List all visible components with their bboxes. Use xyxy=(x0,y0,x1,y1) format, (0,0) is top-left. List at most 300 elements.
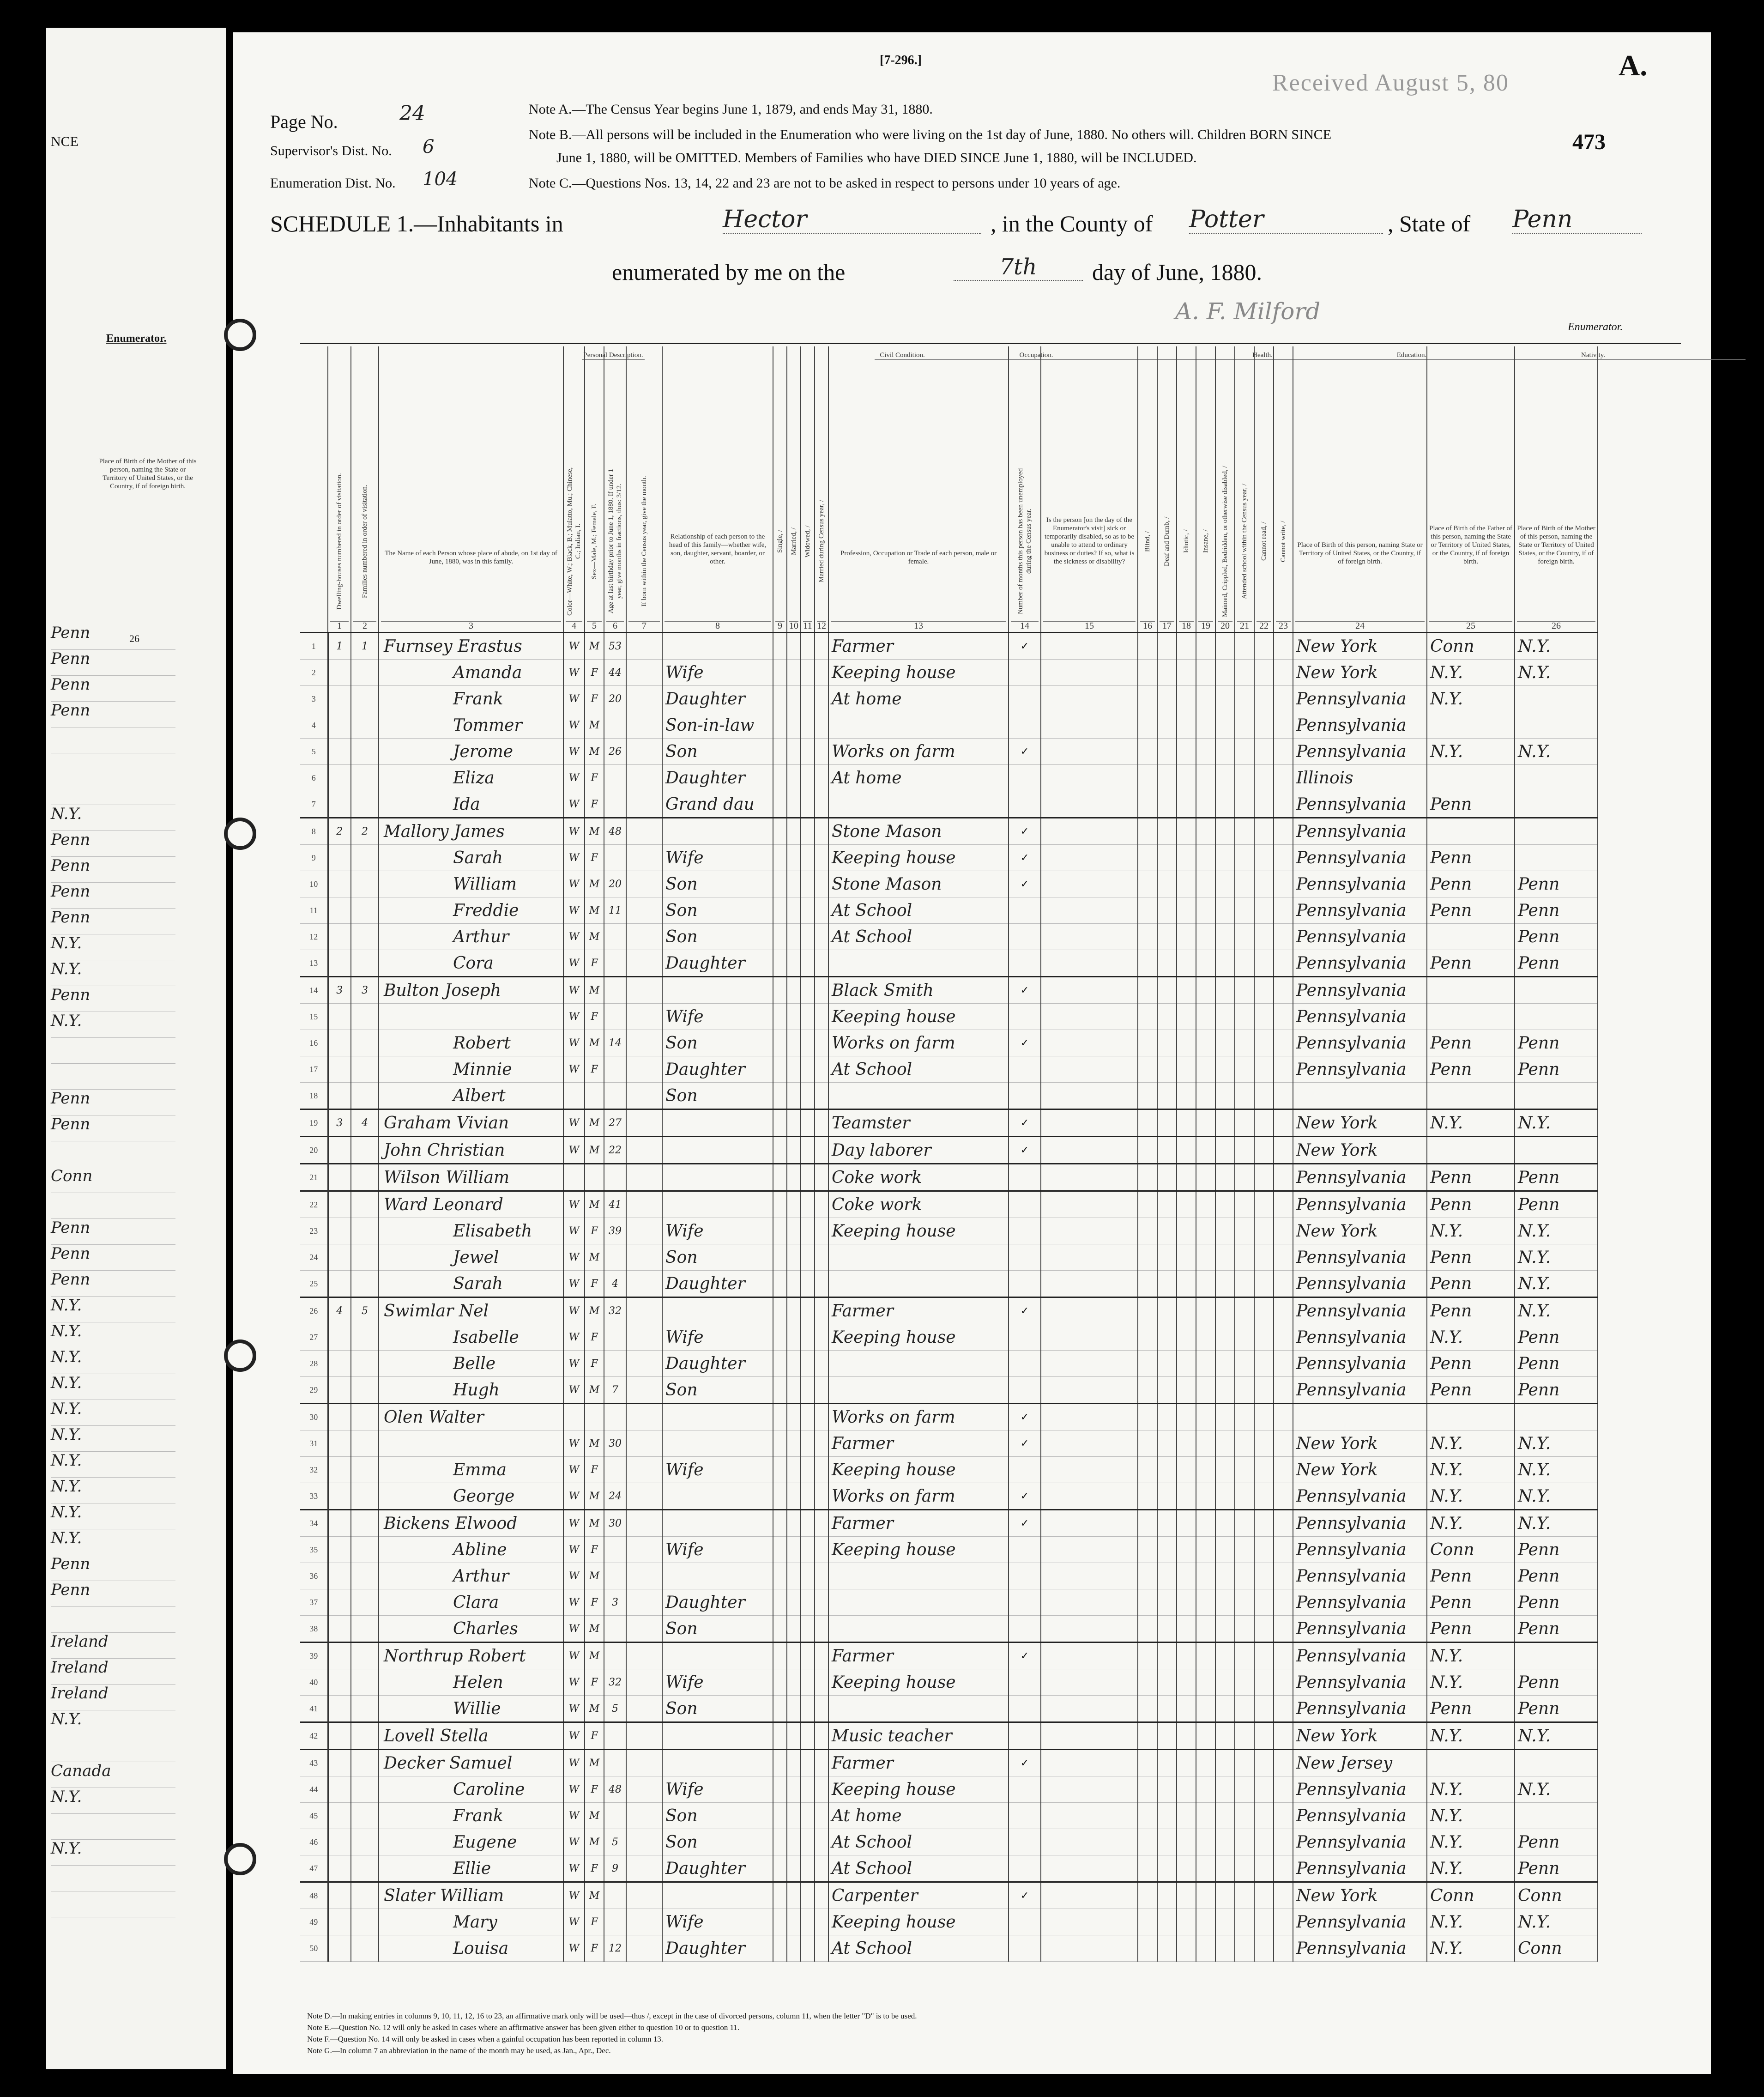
column-heading-b24: Place of Birth of this person, naming State or Territory of United States, or the Country, if of foreign birth. xyxy=(1297,541,1423,565)
cell-rel: Son xyxy=(662,871,773,897)
enumeration-dist-label: Enumeration Dist. No. xyxy=(270,176,396,191)
cell-empty xyxy=(1274,712,1293,739)
cell-b24: New York xyxy=(1293,660,1427,686)
cell-empty xyxy=(1215,1191,1235,1218)
cell-s: M xyxy=(585,1109,604,1137)
cell-d xyxy=(328,871,351,897)
cell-c: W xyxy=(563,1616,585,1642)
cell-name: William xyxy=(379,871,563,897)
cell-name: Louisa xyxy=(379,1935,563,1962)
cell-empty xyxy=(1235,1109,1254,1137)
cell-empty xyxy=(801,1696,815,1722)
cell-c xyxy=(563,1083,585,1109)
cell-empty xyxy=(815,977,828,1004)
cell-f xyxy=(351,1803,379,1829)
cell-empty xyxy=(801,1430,815,1457)
left-page-row: Canada xyxy=(51,1762,175,1788)
cell-occ: At home xyxy=(828,1803,1009,1829)
cell-empty xyxy=(1235,765,1254,791)
left-page-row: N.Y. xyxy=(51,1503,175,1529)
cell-empty xyxy=(801,1377,815,1404)
cell-empty xyxy=(1041,1351,1138,1377)
column-number: 19 xyxy=(1198,621,1213,630)
cell-a xyxy=(604,1404,626,1430)
cell-empty xyxy=(1177,1563,1196,1589)
cell-rel: Son xyxy=(662,1696,773,1722)
cell-empty xyxy=(626,1430,662,1457)
cell-sick: ✓ xyxy=(1009,1510,1041,1537)
cell-name: Lovell Stella xyxy=(379,1722,563,1750)
cell-empty xyxy=(787,633,801,660)
cell-rel xyxy=(662,1137,773,1164)
cell-empty xyxy=(1196,1537,1215,1563)
cell-empty xyxy=(1177,1271,1196,1297)
cell-empty xyxy=(801,1589,815,1616)
cell-b24: Pennsylvania xyxy=(1293,1244,1427,1271)
cell-empty xyxy=(1254,1829,1274,1855)
cell-empty xyxy=(1157,1218,1177,1244)
cell-empty xyxy=(773,633,787,660)
cell-empty xyxy=(773,1297,787,1324)
cell-f xyxy=(351,765,379,791)
column-number: 17 xyxy=(1160,621,1174,630)
cell-empty xyxy=(1254,765,1274,791)
cell-rel xyxy=(662,1483,773,1510)
cell-empty xyxy=(626,1004,662,1030)
cell-sick xyxy=(1009,1537,1041,1563)
cell-c: W xyxy=(563,1137,585,1164)
left-page-column-heading: Place of Birth of the Mother of this person, naming the State or Territory of United States, or the Country, if of foreign birth. xyxy=(99,458,197,490)
cell-empty xyxy=(1177,1191,1196,1218)
cell-rel: Wife xyxy=(662,1457,773,1483)
row-number: 18 xyxy=(300,1083,328,1109)
column-heading-cell xyxy=(604,346,626,633)
cell-empty xyxy=(815,633,828,660)
cell-d: 4 xyxy=(328,1297,351,1324)
cell-empty xyxy=(1138,1882,1157,1909)
cell-empty xyxy=(1254,1271,1274,1297)
left-page-row: N.Y. xyxy=(51,1529,175,1555)
cell-empty xyxy=(1215,633,1235,660)
cell-empty xyxy=(787,1696,801,1722)
cell-s xyxy=(585,1404,604,1430)
cell-c: W xyxy=(563,1589,585,1616)
cell-empty xyxy=(1041,1404,1138,1430)
column-heading-cell xyxy=(1157,346,1177,633)
cell-name: Arthur xyxy=(379,924,563,950)
cell-empty xyxy=(1235,633,1254,660)
column-number: 10 xyxy=(789,621,798,631)
cell-a: 48 xyxy=(604,818,626,845)
cell-empty xyxy=(815,1056,828,1083)
cell-b26 xyxy=(1515,1004,1598,1030)
cell-empty xyxy=(1041,1750,1138,1776)
cell-empty xyxy=(626,924,662,950)
cell-d xyxy=(328,1244,351,1271)
cell-sick xyxy=(1009,1669,1041,1696)
cell-empty xyxy=(626,1191,662,1218)
cell-empty xyxy=(1041,1589,1138,1616)
cell-empty xyxy=(1177,1803,1196,1829)
cell-empty xyxy=(1196,1457,1215,1483)
cell-c: W xyxy=(563,1750,585,1776)
cell-b26: N.Y. xyxy=(1515,1297,1598,1324)
cell-rel: Daughter xyxy=(662,686,773,712)
left-page-row: Penn xyxy=(51,1089,175,1115)
cell-f xyxy=(351,1430,379,1457)
cell-name: Minnie xyxy=(379,1056,563,1083)
column-heading-c12: Married during Census year, / xyxy=(818,500,825,583)
cell-empty xyxy=(801,1510,815,1537)
cell-empty xyxy=(1215,791,1235,818)
cell-empty xyxy=(787,1164,801,1191)
table-row xyxy=(300,1696,1598,1722)
table-row xyxy=(300,1722,1598,1750)
cell-b25: N.Y. xyxy=(1427,1855,1515,1882)
cell-b25: Penn xyxy=(1427,1351,1515,1377)
cell-empty xyxy=(1138,1776,1157,1803)
cell-d xyxy=(328,791,351,818)
table-row xyxy=(300,1882,1598,1909)
cell-f xyxy=(351,1164,379,1191)
cell-b25: Conn xyxy=(1427,1882,1515,1909)
cell-d: 1 xyxy=(328,633,351,660)
cell-empty xyxy=(815,871,828,897)
cell-empty xyxy=(1177,1030,1196,1056)
cell-a: 32 xyxy=(604,1297,626,1324)
cell-s: F xyxy=(585,1669,604,1696)
cell-b24: Pennsylvania xyxy=(1293,818,1427,845)
cell-empty xyxy=(1041,1882,1138,1909)
cell-empty xyxy=(773,950,787,977)
cell-f xyxy=(351,1776,379,1803)
cell-empty xyxy=(801,1855,815,1882)
cell-empty xyxy=(787,1030,801,1056)
cell-empty xyxy=(1274,1589,1293,1616)
cell-c: W xyxy=(563,1935,585,1962)
column-heading-c10: Married, / xyxy=(790,527,797,555)
cell-empty xyxy=(1215,1882,1235,1909)
cell-empty xyxy=(1138,818,1157,845)
cell-empty xyxy=(1254,1377,1274,1404)
cell-b25: Penn xyxy=(1427,950,1515,977)
cell-sick: ✓ xyxy=(1009,1137,1041,1164)
cell-empty xyxy=(773,1271,787,1297)
column-number: 25 xyxy=(1429,621,1512,630)
cell-empty xyxy=(787,1935,801,1962)
row-number: 42 xyxy=(300,1722,328,1750)
note-b-line2: June 1, 1880, will be OMITTED. Members of Families who have DIED SINCE June 1, 1880, will be INCLUDED. xyxy=(556,150,1197,165)
cell-empty xyxy=(1041,1004,1138,1030)
column-heading-sick: Number of months this person has been unemployed during the Census year. xyxy=(1017,468,1033,615)
cell-a xyxy=(604,1457,626,1483)
cell-empty xyxy=(1041,1537,1138,1563)
column-number: 7 xyxy=(628,621,660,630)
cell-empty xyxy=(1177,765,1196,791)
cell-empty xyxy=(1235,1616,1254,1642)
cell-empty xyxy=(1254,871,1274,897)
cell-empty xyxy=(801,871,815,897)
cell-empty xyxy=(1196,1191,1215,1218)
cell-empty xyxy=(801,1004,815,1030)
row-number: 29 xyxy=(300,1377,328,1404)
cell-name: Abline xyxy=(379,1537,563,1563)
cell-empty xyxy=(1196,1430,1215,1457)
cell-empty xyxy=(1138,739,1157,765)
table-row xyxy=(300,1855,1598,1882)
cell-occ: Farmer xyxy=(828,1750,1009,1776)
cell-name: Eugene xyxy=(379,1829,563,1855)
cell-empty xyxy=(1274,1457,1293,1483)
cell-empty xyxy=(773,1616,787,1642)
cell-empty xyxy=(1254,1589,1274,1616)
cell-empty xyxy=(626,660,662,686)
cell-empty xyxy=(626,1722,662,1750)
cell-b24: Pennsylvania xyxy=(1293,977,1427,1004)
cell-b24: Pennsylvania xyxy=(1293,1510,1427,1537)
column-number: 21 xyxy=(1237,621,1252,630)
cell-b26: Penn xyxy=(1515,1537,1598,1563)
left-facing-page xyxy=(46,28,226,2069)
cell-empty xyxy=(1157,1377,1177,1404)
cell-empty xyxy=(1138,1404,1157,1430)
cell-empty xyxy=(787,1537,801,1563)
cell-empty xyxy=(626,1616,662,1642)
cell-b25: N.Y. xyxy=(1427,1829,1515,1855)
cell-a xyxy=(604,791,626,818)
cell-empty xyxy=(1215,1909,1235,1935)
cell-empty xyxy=(801,950,815,977)
cell-empty xyxy=(815,1616,828,1642)
cell-empty xyxy=(1254,1696,1274,1722)
cell-empty xyxy=(1041,1909,1138,1935)
cell-b26: Penn xyxy=(1515,1829,1598,1855)
cell-b25: N.Y. xyxy=(1427,1909,1515,1935)
cell-rel: Daughter xyxy=(662,1589,773,1616)
cell-d xyxy=(328,1351,351,1377)
county-value: Potter xyxy=(1189,206,1383,234)
cell-d xyxy=(328,1404,351,1430)
cell-empty xyxy=(1215,1271,1235,1297)
cell-empty xyxy=(1157,712,1177,739)
cell-c: W xyxy=(563,1056,585,1083)
cell-rel: Wife xyxy=(662,1669,773,1696)
cell-empty xyxy=(815,1191,828,1218)
cell-empty xyxy=(626,1750,662,1776)
column-heading-cell xyxy=(585,346,604,633)
cell-empty xyxy=(1138,765,1157,791)
cell-occ: Works on farm xyxy=(828,1483,1009,1510)
cell-empty xyxy=(787,1829,801,1855)
cell-f xyxy=(351,1457,379,1483)
cell-empty xyxy=(1196,1083,1215,1109)
cell-empty xyxy=(1041,1218,1138,1244)
cell-empty xyxy=(801,1109,815,1137)
cell-empty xyxy=(1274,1855,1293,1882)
table-row xyxy=(300,765,1598,791)
cell-empty xyxy=(815,1855,828,1882)
cell-empty xyxy=(1235,1004,1254,1030)
cell-sick: ✓ xyxy=(1009,1297,1041,1324)
cell-empty xyxy=(1177,1722,1196,1750)
cell-empty xyxy=(815,1030,828,1056)
cell-empty xyxy=(1157,1510,1177,1537)
cell-b26 xyxy=(1515,1642,1598,1669)
table-row xyxy=(300,686,1598,712)
cell-empty xyxy=(1041,1377,1138,1404)
cell-empty xyxy=(1041,1164,1138,1191)
cell-empty xyxy=(1235,1935,1254,1962)
cell-empty xyxy=(773,660,787,686)
cell-name: Swimlar Nel xyxy=(379,1297,563,1324)
cell-empty xyxy=(1138,791,1157,818)
cell-c: W xyxy=(563,1030,585,1056)
cell-empty xyxy=(1215,1244,1235,1271)
cell-sick xyxy=(1009,1776,1041,1803)
cell-empty xyxy=(1041,1776,1138,1803)
cell-c: W xyxy=(563,1191,585,1218)
cell-empty xyxy=(1235,1218,1254,1244)
cell-empty xyxy=(1177,712,1196,739)
cell-occ: Stone Mason xyxy=(828,818,1009,845)
supervisor-dist-value: 6 xyxy=(423,136,435,158)
census-page xyxy=(233,32,1711,2074)
cell-occ: Teamster xyxy=(828,1109,1009,1137)
page-no-label: Page No. xyxy=(270,111,338,132)
cell-f xyxy=(351,1696,379,1722)
cell-empty xyxy=(1177,1297,1196,1324)
cell-empty xyxy=(1196,1271,1215,1297)
column-number: 9 xyxy=(775,621,785,630)
table-row xyxy=(300,1457,1598,1483)
row-number: 47 xyxy=(300,1855,328,1882)
cell-rel: Son xyxy=(662,739,773,765)
cell-empty xyxy=(801,739,815,765)
cell-empty xyxy=(1138,1430,1157,1457)
cell-name: Decker Samuel xyxy=(379,1750,563,1776)
column-heading-c16: Blind, / xyxy=(1144,531,1151,552)
cell-empty xyxy=(1254,1722,1274,1750)
cell-empty xyxy=(1041,1935,1138,1962)
cell-rel: Wife xyxy=(662,1324,773,1351)
cell-rel: Daughter xyxy=(662,1056,773,1083)
column-heading-cell xyxy=(1041,346,1138,633)
cell-rel xyxy=(662,1750,773,1776)
cell-rel: Grand dau xyxy=(662,791,773,818)
cell-empty xyxy=(1274,1616,1293,1642)
cell-empty xyxy=(1177,1909,1196,1935)
cell-empty xyxy=(773,1004,787,1030)
column-heading-rel: Relationship of each person to the head of this family—whether wife, son, daughter, servant, boarder, or other. xyxy=(669,533,767,565)
table-row xyxy=(300,977,1598,1004)
cell-f xyxy=(351,1563,379,1589)
cell-b24: Pennsylvania xyxy=(1293,1537,1427,1563)
cell-empty xyxy=(773,1722,787,1750)
column-number: 5 xyxy=(587,621,602,630)
cell-empty xyxy=(815,1083,828,1109)
cell-empty xyxy=(1177,1589,1196,1616)
cell-empty xyxy=(1138,1351,1157,1377)
cell-empty xyxy=(815,1589,828,1616)
cell-f xyxy=(351,924,379,950)
column-heading-cell xyxy=(1515,346,1598,633)
cell-empty xyxy=(1196,1056,1215,1083)
cell-empty xyxy=(1138,1137,1157,1164)
cell-occ: At School xyxy=(828,1935,1009,1962)
cell-empty xyxy=(801,1297,815,1324)
table-row xyxy=(300,1271,1598,1297)
cell-empty xyxy=(1157,1537,1177,1563)
left-page-row: N.Y. xyxy=(51,1012,175,1038)
cell-empty xyxy=(787,1855,801,1882)
cell-rel: Son xyxy=(662,924,773,950)
cell-d xyxy=(328,1483,351,1510)
cell-empty xyxy=(773,1669,787,1696)
cell-empty xyxy=(1138,1616,1157,1642)
cell-b26: N.Y. xyxy=(1515,1218,1598,1244)
cell-empty xyxy=(1215,1056,1235,1083)
cell-a xyxy=(604,1351,626,1377)
cell-b25: Penn xyxy=(1427,845,1515,871)
left-page-row: N.Y. xyxy=(51,1322,175,1348)
cell-empty xyxy=(1157,1244,1177,1271)
left-page-row: N.Y. xyxy=(51,1451,175,1478)
cell-a: 53 xyxy=(604,633,626,660)
left-page-row xyxy=(51,1141,175,1167)
cell-name: Freddie xyxy=(379,897,563,924)
cell-occ: At home xyxy=(828,765,1009,791)
cell-empty xyxy=(1157,1004,1177,1030)
cell-s: F xyxy=(585,1004,604,1030)
cell-empty xyxy=(773,1324,787,1351)
row-number: 26 xyxy=(300,1297,328,1324)
cell-empty xyxy=(1041,845,1138,871)
cell-empty xyxy=(1041,950,1138,977)
cell-empty xyxy=(1177,1218,1196,1244)
cell-empty xyxy=(1274,1776,1293,1803)
cell-d xyxy=(328,1191,351,1218)
cell-b26: N.Y. xyxy=(1515,1109,1598,1137)
cell-b24: Pennsylvania xyxy=(1293,1696,1427,1722)
cell-empty xyxy=(787,1803,801,1829)
cell-empty xyxy=(1041,1244,1138,1271)
row-number: 24 xyxy=(300,1244,328,1271)
cell-empty xyxy=(1177,1324,1196,1351)
cell-empty xyxy=(787,845,801,871)
cell-occ xyxy=(828,791,1009,818)
cell-empty xyxy=(1157,1271,1177,1297)
cell-rel xyxy=(662,1563,773,1589)
cell-b25 xyxy=(1427,1750,1515,1776)
cell-empty xyxy=(1138,897,1157,924)
table-row xyxy=(300,1109,1598,1137)
cell-occ: Keeping house xyxy=(828,1669,1009,1696)
cell-empty xyxy=(1215,765,1235,791)
cell-empty xyxy=(1215,1297,1235,1324)
column-number: 15 xyxy=(1043,621,1136,630)
cell-name xyxy=(379,1430,563,1457)
cell-b26: Penn xyxy=(1515,1669,1598,1696)
cell-empty xyxy=(787,1244,801,1271)
cell-empty xyxy=(1235,1776,1254,1803)
cell-empty xyxy=(626,1696,662,1722)
cell-empty xyxy=(626,1030,662,1056)
cell-empty xyxy=(1196,1776,1215,1803)
cell-empty xyxy=(1196,1722,1215,1750)
column-heading-cell xyxy=(1235,346,1254,633)
cell-sick xyxy=(1009,791,1041,818)
cell-empty xyxy=(1041,1191,1138,1218)
